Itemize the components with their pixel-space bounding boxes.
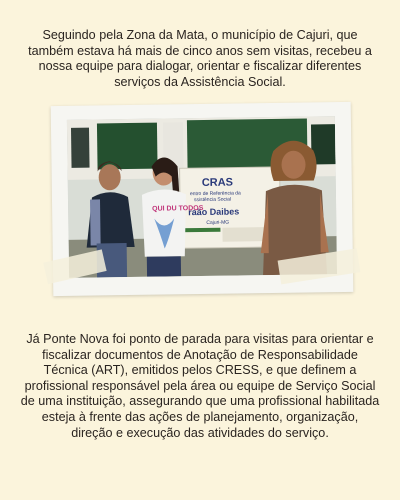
tape-strip [43,249,106,284]
sign-title: CRAS [201,176,234,190]
cras-team-photo [67,116,337,278]
sign-city: Cajuri-MG [206,219,230,226]
photo-frame [51,102,354,296]
intro-paragraph: Seguindo pela Zona da Mata, o município de Cajuri, que também estava há mais de cinco anos sem visitas, recebeu a nossa equipe para dialogar, orientar e fiscalizar diferentes serviços da Assistência Social. [28,28,372,89]
shirt-print: QUI DU TODOS [152,204,204,213]
sign-line-2: ssistência Social [193,196,232,204]
ponte-nova-paragraph: Já Ponte Nova foi ponto de parada para visitas para orientar e fiscalizar documentos de Anotação de Responsabilidade Técnica (ART), emitidos pelos CRESS, e que definem a profissional responsável pela área ou equipe de Serviço Social de uma instituição, assegurando que uma profissional habilitada esteja à frente das ações de planejamento, organização, direção e execução das atividades do serviço. [20,332,380,440]
sign-line-1: entro de Referência da [189,190,241,198]
photo-scene [67,116,337,278]
sign-name: raão Daibes [188,206,240,218]
